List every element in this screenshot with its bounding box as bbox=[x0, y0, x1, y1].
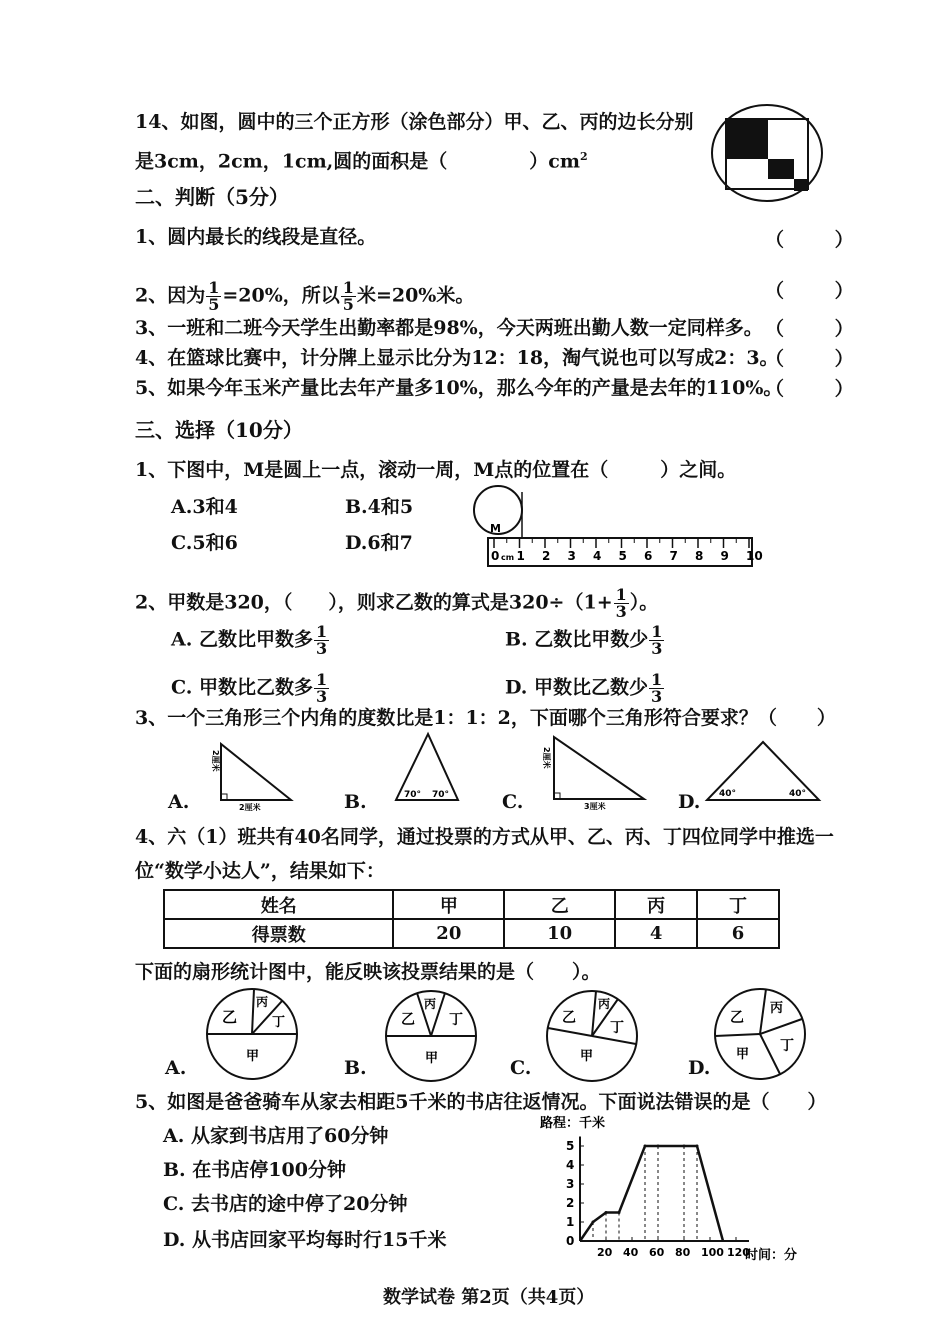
triangle-a bbox=[205, 742, 295, 812]
judge-q3: 3、一班和二班今天学生出勤率都是98%，今天两班出勤人数一定同样多。 bbox=[135, 317, 763, 339]
choice-heading: 三、选择（10分） bbox=[135, 418, 303, 442]
judge-q5-answer-paren[interactable]: （ ） bbox=[765, 378, 876, 400]
choice-q1-stem-text: 1、下图中，M是圆上一点，滚动一周，M点的位置在（ bbox=[135, 459, 609, 481]
frac-den: 3 bbox=[316, 687, 328, 706]
frac-den: 5 bbox=[342, 295, 354, 314]
choice-q3-stem-text: 3、一个三角形三个内角的度数比是1：1：2，下面哪个三角形符合要求？（ bbox=[135, 707, 777, 729]
pie-c-label-bing: 丙 bbox=[598, 997, 611, 1011]
chart-y-tick-label: 4 bbox=[566, 1158, 575, 1172]
choice-q3-option-a[interactable]: A. bbox=[168, 791, 190, 813]
ruler-ticks bbox=[491, 538, 763, 563]
option-frac bbox=[314, 672, 329, 705]
triangle-b-angle-right: 70° bbox=[432, 790, 450, 800]
option-text: B. 乙数比甲数少 bbox=[505, 628, 649, 651]
choice-q5-option-c[interactable]: C. 去书店的途中停了20分钟 bbox=[163, 1193, 408, 1215]
q14-circle-figure bbox=[710, 103, 824, 203]
q14-line2 bbox=[135, 145, 588, 173]
judge-q1-answer-paren[interactable]: （ ） bbox=[765, 229, 876, 251]
chart-x-tick-label: 100 bbox=[701, 1246, 724, 1259]
ruler-tick-label: 1 bbox=[516, 549, 525, 563]
choice-q1-option-a[interactable]: A.3和4 bbox=[171, 496, 238, 518]
choice-q1-option-c[interactable]: C.5和6 bbox=[171, 532, 238, 554]
pie-d-label-bing: 丙 bbox=[770, 1001, 784, 1016]
judge-q2-frac-2 bbox=[341, 280, 356, 313]
triangle-d-angle-right: 40° bbox=[789, 789, 807, 799]
choice-q4-option-d[interactable]: D. bbox=[688, 1057, 711, 1079]
q14-superscript: 2 bbox=[579, 150, 588, 163]
choice-q1-option-d[interactable]: D.6和7 bbox=[345, 532, 413, 554]
table-row bbox=[164, 919, 779, 948]
option-text: C. 甲数比乙数多 bbox=[171, 676, 314, 699]
pie-option-b bbox=[383, 988, 479, 1084]
judge-heading: 二、判断（5分） bbox=[135, 185, 289, 209]
ruler-tick-label: 2 bbox=[542, 549, 551, 563]
table-cell: 丙 bbox=[615, 890, 697, 919]
table-header-cell: 姓名 bbox=[164, 890, 393, 919]
choice-q2-option-a[interactable] bbox=[171, 624, 330, 657]
pie-a-label-ding: 丁 bbox=[272, 1015, 286, 1030]
choice-q5-option-a[interactable]: A. 从家到书店用了60分钟 bbox=[163, 1125, 389, 1147]
chart-x-tick-label: 40 bbox=[623, 1246, 639, 1259]
judge-q3-answer-paren[interactable]: （ ） bbox=[765, 318, 876, 340]
frac-num: 1 bbox=[315, 622, 328, 641]
judge-q2-answer-paren[interactable]: （ ） bbox=[765, 280, 876, 302]
frac-den: 3 bbox=[651, 639, 663, 658]
choice-q3-stem bbox=[135, 706, 836, 730]
choice-q1-option-b[interactable]: B.4和5 bbox=[345, 496, 414, 518]
choice-q2-stem bbox=[135, 587, 658, 620]
ruler-tick-label: 3 bbox=[567, 549, 576, 563]
frac-num: 1 bbox=[316, 670, 328, 689]
pie-b-label-yi: 乙 bbox=[401, 1012, 415, 1028]
chart-y-tick-label: 0 bbox=[566, 1234, 575, 1248]
triangle-d bbox=[705, 740, 823, 804]
chart-ylabel: 路程：千米 bbox=[540, 1116, 606, 1131]
chart-point bbox=[696, 1145, 699, 1148]
chart-point bbox=[592, 1221, 595, 1224]
choice-q5-option-b[interactable]: B. 在书店停100分钟 bbox=[163, 1159, 346, 1181]
pie-a-label-bing: 丙 bbox=[256, 995, 269, 1009]
frac-num: 1 bbox=[208, 278, 220, 297]
pie-a-label-yi: 乙 bbox=[222, 1008, 238, 1026]
pie-c-label-jia: 甲 bbox=[580, 1049, 594, 1064]
choice-q2-option-d[interactable] bbox=[505, 672, 665, 705]
vote-table bbox=[163, 889, 780, 949]
chart-series-line bbox=[580, 1146, 723, 1241]
judge-q2-mid: =20%，所以 bbox=[222, 284, 340, 307]
judge-q4: 4、在篮球比赛中，计分牌上显示比分为12：18，淘气说也可以写成2：3。 bbox=[135, 347, 779, 369]
rolling-circle-ruler-figure bbox=[474, 462, 763, 572]
pie-a-label-jia: 甲 bbox=[246, 1049, 260, 1064]
table-cell: 6 bbox=[697, 919, 779, 948]
triangle-c-side-label: 2厘米 bbox=[542, 747, 551, 769]
frac-den: 3 bbox=[651, 687, 663, 706]
judge-q1: 1、圆内最长的线段是直径。 bbox=[135, 226, 377, 248]
chart-axes bbox=[580, 1137, 749, 1242]
chart-x-tick-label: 120 bbox=[727, 1246, 750, 1259]
pie-option-d bbox=[712, 986, 808, 1082]
judge-q5: 5、如果今年玉米产量比去年产量多10%，那么今年的产量是去年的110%。 bbox=[135, 377, 783, 399]
table-cell: 乙 bbox=[504, 890, 615, 919]
choice-q2-stem-end: ）。 bbox=[629, 591, 659, 614]
triangle-b bbox=[392, 732, 462, 804]
frac-den: 3 bbox=[615, 602, 627, 621]
frac-den: 3 bbox=[315, 639, 328, 658]
ruler-unit: cm bbox=[501, 553, 515, 562]
pie-d-label-yi: 乙 bbox=[730, 1010, 744, 1026]
choice-q2-stem-mid: ），则求乙数的算式是320÷（1+ bbox=[328, 591, 613, 614]
choice-q4-option-b[interactable]: B. bbox=[344, 1057, 367, 1079]
choice-q5-stem-end: ） bbox=[807, 1091, 827, 1113]
triangle-c bbox=[540, 735, 650, 811]
frac-num: 1 bbox=[651, 670, 663, 689]
chart-y-tick-label: 3 bbox=[566, 1177, 575, 1191]
chart-xlabel: 时间：分 bbox=[745, 1248, 798, 1263]
choice-q3-option-b[interactable]: B. bbox=[344, 791, 367, 813]
chart-point bbox=[683, 1145, 686, 1148]
chart-point bbox=[657, 1145, 660, 1148]
option-frac bbox=[649, 672, 664, 705]
ruler-tick-label: 5 bbox=[618, 549, 627, 563]
table-row bbox=[164, 890, 779, 919]
ruler-tick-label: 8 bbox=[695, 549, 704, 563]
choice-q2-frac bbox=[614, 587, 629, 620]
choice-q5-option-d[interactable]: D. 从书店回家平均每时行15千米 bbox=[163, 1229, 447, 1251]
table-header-cell: 得票数 bbox=[164, 919, 393, 948]
option-frac bbox=[314, 624, 329, 657]
q14-line1: 14、如图，圆中的三个正方形（涂色部分）甲、乙、丙的边长分别 bbox=[135, 111, 694, 133]
frac-num: 1 bbox=[342, 278, 354, 297]
table-cell: 甲 bbox=[393, 890, 504, 919]
chart-point bbox=[605, 1211, 608, 1214]
table-cell: 10 bbox=[504, 919, 615, 948]
chart-guides bbox=[592, 1145, 699, 1242]
choice-q2-option-c[interactable] bbox=[171, 672, 330, 705]
option-text: D. 甲数比乙数少 bbox=[505, 676, 649, 699]
pie-option-a bbox=[204, 986, 300, 1082]
chart-y-tick-label: 1 bbox=[566, 1215, 575, 1229]
pie-c-label-ding: 丁 bbox=[610, 1020, 624, 1036]
option-text: A. 乙数比甲数多 bbox=[171, 628, 313, 651]
choice-q3-option-d[interactable]: D. bbox=[678, 791, 701, 813]
ruler-tick-label: 4 bbox=[593, 549, 602, 563]
choice-q4-stem-line2: 位“数学小达人”，结果如下： bbox=[135, 860, 385, 882]
judge-q2-pre: 2、因为 bbox=[135, 284, 206, 307]
choice-q4-stem-line3 bbox=[135, 960, 601, 984]
choice-q1-stem-end: ）之间。 bbox=[660, 459, 737, 481]
choice-q4-stem3-text: 下面的扇形统计图中，能反映该投票结果的是（ bbox=[135, 961, 535, 983]
choice-q2-option-b[interactable] bbox=[505, 624, 665, 657]
pie-b-label-bing: 丙 bbox=[424, 997, 437, 1011]
choice-q4-stem3-end: ）。 bbox=[572, 961, 601, 983]
judge-q2-frac-1 bbox=[206, 280, 221, 313]
judge-q2 bbox=[135, 280, 474, 313]
pie-b-label-jia: 甲 bbox=[425, 1051, 439, 1066]
pie-d-label-jia: 甲 bbox=[736, 1047, 750, 1062]
ruler-tick-label: 10 bbox=[746, 549, 763, 563]
option-frac bbox=[649, 624, 664, 657]
pie-c-label-yi: 乙 bbox=[562, 1010, 576, 1026]
triangle-c-base-label: 3厘米 bbox=[584, 802, 606, 811]
chart-x-tick-label: 60 bbox=[649, 1246, 665, 1259]
chart-y-tick-label: 2 bbox=[566, 1196, 575, 1210]
choice-q5-stem-text: 5、如图是爸爸骑车从家去相距5千米的书店往返情况。下面说法错误的是（ bbox=[135, 1091, 770, 1113]
choice-q4-option-a[interactable]: A. bbox=[165, 1057, 187, 1079]
triangle-d-angle-left: 40° bbox=[719, 789, 737, 799]
page-footer: 数学试卷 第2页（共4页） bbox=[383, 1287, 595, 1308]
triangle-a-base-label: 2厘米 bbox=[239, 803, 261, 812]
chart-point bbox=[644, 1145, 647, 1148]
choice-q4-stem-line1: 4、六（1）班共有40名同学，通过投票的方式从甲、乙、丙、丁四位同学中推选一 bbox=[135, 826, 834, 848]
judge-q4-answer-paren[interactable]: （ ） bbox=[765, 348, 876, 370]
q14-line2-end: ）cm bbox=[529, 150, 580, 173]
pie-d-label-ding: 丁 bbox=[780, 1038, 794, 1054]
frac-den: 5 bbox=[208, 295, 220, 314]
table-cell: 4 bbox=[615, 919, 697, 948]
judge-q2-post: 米=20%米。 bbox=[356, 284, 475, 307]
chart-y-tick-label: 5 bbox=[566, 1139, 575, 1153]
choice-q2-stem-text: 2、甲数是320，（ bbox=[135, 591, 293, 614]
table-cell: 20 bbox=[393, 919, 504, 948]
chart-x-tick-label: 20 bbox=[597, 1246, 613, 1259]
pie-option-c bbox=[544, 988, 640, 1084]
point-m-label: M bbox=[490, 522, 501, 535]
frac-num: 1 bbox=[615, 585, 627, 604]
choice-q3-stem-end: ） bbox=[816, 707, 836, 729]
ruler-tick-label: 0 bbox=[491, 549, 500, 563]
choice-q5-stem bbox=[135, 1090, 826, 1114]
triangle-a-side-label: 2厘米 bbox=[211, 750, 220, 772]
choice-q4-option-c[interactable]: C. bbox=[510, 1057, 532, 1079]
chart-x-tick-label: 80 bbox=[675, 1246, 691, 1259]
ruler-tick-label: 9 bbox=[720, 549, 729, 563]
ruler-tick-label: 6 bbox=[644, 549, 653, 563]
pie-b-label-ding: 丁 bbox=[449, 1012, 463, 1028]
triangle-b-angle-left: 70° bbox=[404, 790, 422, 800]
frac-num: 1 bbox=[651, 622, 663, 641]
choice-q3-option-c[interactable]: C. bbox=[502, 791, 524, 813]
table-cell: 丁 bbox=[697, 890, 779, 919]
ruler-tick-label: 7 bbox=[669, 549, 678, 563]
q14-line2-text: 是3cm，2cm，1cm,圆的面积是（ bbox=[135, 150, 448, 173]
distance-time-chart bbox=[530, 1113, 830, 1263]
chart-point bbox=[618, 1211, 621, 1214]
